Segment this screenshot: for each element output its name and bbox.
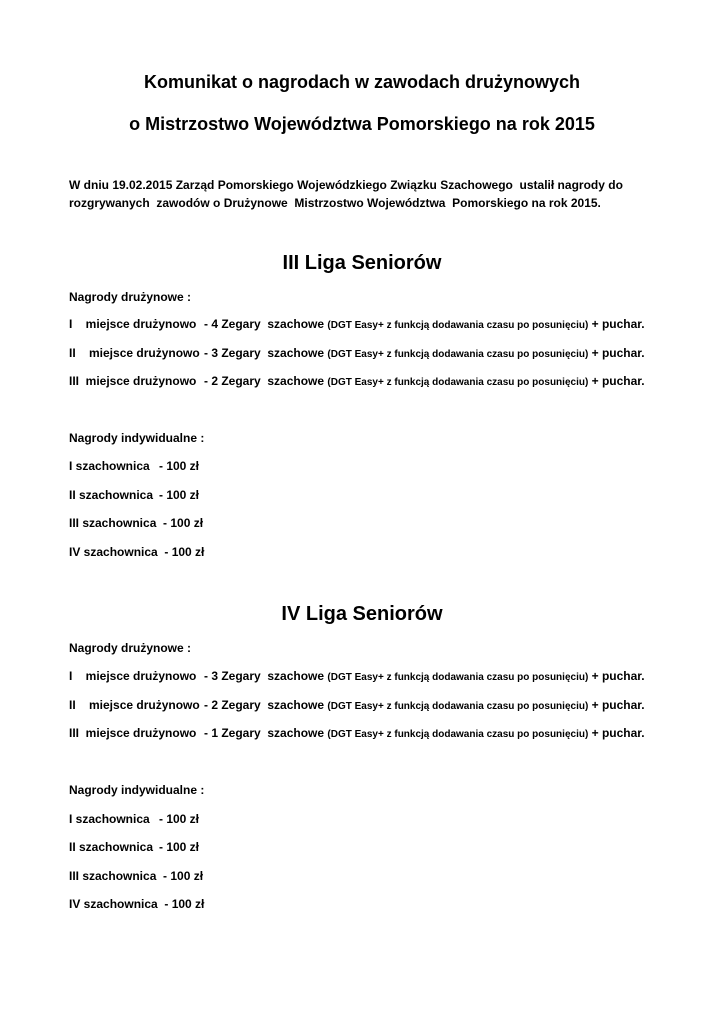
prize-detail: (DGT Easy+ z funkcją dodawania czasu po posunięciu) [327,320,589,331]
prize-amount: - 100 zł [159,488,200,502]
board-label: III szachownica [69,516,157,530]
place-label: III miejsce drużynowo [69,374,197,388]
individual-prizes-label: Nagrody indywidualne : [69,431,205,445]
board-label: I szachownica [69,812,150,826]
prize-detail: (DGT Easy+ z funkcją dodawania czasu po posunięciu) [327,701,589,712]
prize-suffix: + puchar. [588,698,645,712]
prize-detail: (DGT Easy+ z funkcją dodawania czasu po posunięciu) [327,349,589,360]
individual-prize-row [69,869,203,883]
prize-suffix: + puchar. [588,669,645,683]
team-prize-row [69,669,645,683]
prize-amount: - 100 zł [159,459,200,473]
board-label: IV szachownica [69,545,158,559]
prize-amount: - 100 zł [163,516,204,530]
prize-amount: - 100 zł [159,812,200,826]
prize-text: - 2 Zegary szachowe [204,374,328,388]
document-title-line-2: o Mistrzostwo Województwa Pomorskiego na rok 2015 [129,114,595,134]
team-prizes-label: Nagrody drużynowe : [69,290,192,304]
team-prize-row [69,317,645,331]
team-prize-row [69,374,645,388]
intro-line: W dniu 19.02.2015 Zarząd Pomorskiego Wojewódzkiego Związku Szachowego ustalił nagrody do [69,178,623,192]
prize-amount: - 100 zł [164,545,205,559]
place-label: I miejsce drużynowo [69,317,197,331]
individual-prize-row [69,488,199,502]
prize-text: - 1 Zegary szachowe [204,726,328,740]
prize-detail: (DGT Easy+ z funkcją dodawania czasu po posunięciu) [327,729,589,740]
individual-prize-row [69,897,204,911]
team-prize-row [69,726,645,740]
prize-text: - 2 Zegary szachowe [204,698,328,712]
prize-detail: (DGT Easy+ z funkcją dodawania czasu po posunięciu) [327,672,589,683]
team-prize-row [69,346,645,360]
individual-prize-row [69,812,199,826]
prize-detail: (DGT Easy+ z funkcją dodawania czasu po posunięciu) [327,377,589,388]
prize-amount: - 100 zł [163,869,204,883]
individual-prize-row [69,545,204,559]
individual-prize-row [69,840,199,854]
prize-text: - 3 Zegary szachowe [204,346,328,360]
board-label: IV szachownica [69,897,158,911]
board-label: II szachownica [69,840,154,854]
prize-suffix: + puchar. [588,317,645,331]
prize-suffix: + puchar. [588,726,645,740]
individual-prize-row [69,516,203,530]
prize-amount: - 100 zł [159,840,200,854]
place-label: II miejsce drużynowo [69,346,200,360]
board-label: II szachownica [69,488,154,502]
team-prize-row [69,698,645,712]
intro-paragraph [69,176,689,212]
prize-text: - 4 Zegary szachowe [204,317,328,331]
prize-suffix: + puchar. [588,346,645,360]
board-label: III szachownica [69,869,157,883]
section-title-iii-liga: III Liga Seniorów [282,252,442,274]
prize-suffix: + puchar. [588,374,645,388]
individual-prizes-label: Nagrody indywidualne : [69,783,205,797]
place-label: I miejsce drużynowo [69,669,197,683]
document-title-line-1: Komunikat o nagrodach w zawodach drużynowych [143,72,581,92]
place-label: III miejsce drużynowo [69,726,197,740]
team-prizes-label: Nagrody drużynowe : [69,641,192,655]
prize-text: - 3 Zegary szachowe [204,669,328,683]
individual-prize-row [69,459,199,473]
place-label: II miejsce drużynowo [69,698,200,712]
prize-amount: - 100 zł [164,897,205,911]
intro-line: rozgrywanych zawodów o Drużynowe Mistrzostwo Województwa Pomorskiego na rok 2015. [69,196,601,210]
section-title-iv-liga: IV Liga Seniorów [281,603,443,625]
board-label: I szachownica [69,459,150,473]
